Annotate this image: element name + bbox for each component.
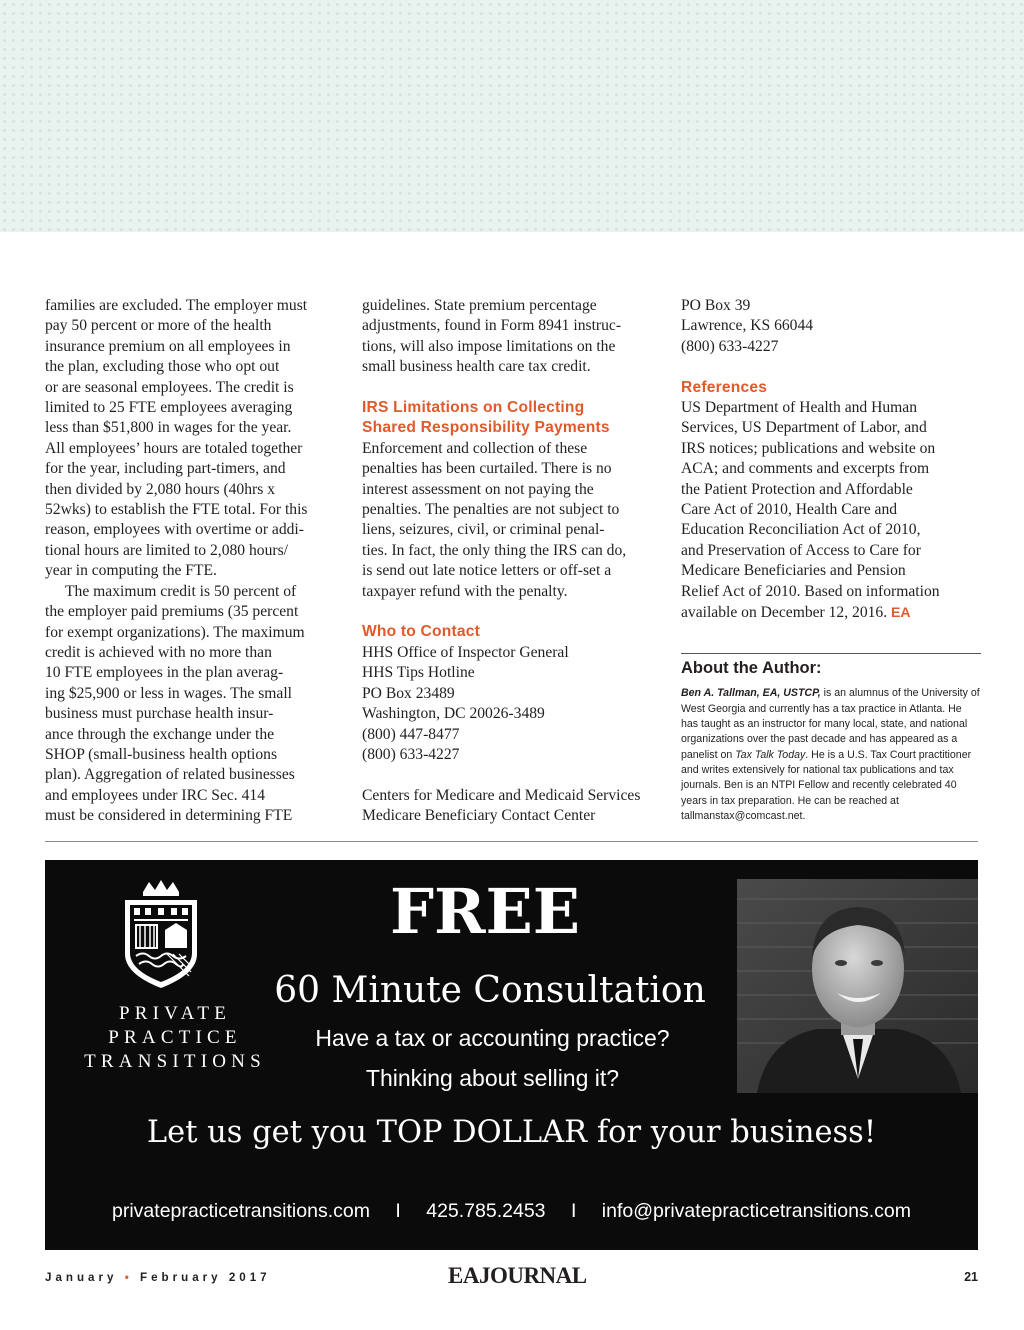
text-line-content: available on December 12, 2016. <box>681 604 888 622</box>
contact-line: Washington, DC 20026-3489 <box>362 705 545 723</box>
text-line: must be considered in determining FTE <box>45 807 293 825</box>
author-bio-text: is an alumnus of the University of West Georgia and currently has a tax practice in Atlanta. He has taught as an instructor for many local, state, and national organizations over the past decade and has appeared as a panelist on <box>681 687 980 761</box>
text-line: All employees’ hours are totaled together <box>45 439 303 457</box>
text-line: penalties. The penalties are not subject to <box>362 501 620 519</box>
contact-line: (800) 633-4227 <box>681 337 779 355</box>
text-line: then divided by 2,080 hours (40hrs x <box>45 480 275 498</box>
article-column-2 <box>362 296 662 827</box>
text-line: the plan, excluding those who opt out <box>45 358 280 376</box>
text-line: ties. In fact, the only thing the IRS can do, <box>362 541 627 559</box>
ad-question-2: Thinking about selling it? <box>365 1065 620 1091</box>
advertisement-banner[interactable] <box>45 860 978 1250</box>
contact-line: (800) 633-4227 <box>362 745 460 763</box>
text-line: for exempt organizations). The maximum <box>45 623 305 641</box>
text-line: credit is achieved with no more than <box>45 643 272 661</box>
brand-line: PRIVATE <box>118 1003 232 1024</box>
section-divider <box>45 841 978 842</box>
contact-line: HHS Tips Hotline <box>362 664 475 682</box>
text-line: families are excluded. The employer must <box>45 297 308 314</box>
text-line: the employer paid premiums (35 percent <box>45 603 299 621</box>
ea-end-mark: EA <box>891 604 911 621</box>
text-line: business must purchase health insur- <box>45 705 274 723</box>
author-divider <box>681 653 981 654</box>
text-line: the Patient Protection and Affordable <box>681 480 913 498</box>
text-line: tions, will also impose limitations on the <box>362 337 616 355</box>
article-column-3 <box>681 296 981 824</box>
contact-line: PO Box 39 <box>681 297 751 314</box>
contact-line: PO Box 23489 <box>362 684 455 702</box>
text-line: or are seasonal employees. The credit is <box>45 378 294 396</box>
text-line: interest assessment on not paying the <box>362 480 594 498</box>
contact-line: Lawrence, KS 66044 <box>681 317 814 335</box>
text-line: is send out late notice letters or off-set a <box>362 562 612 580</box>
text-line: and Preservation of Access to Care for <box>681 541 921 559</box>
text-line: ACA; and comments and excerpts from <box>681 460 930 478</box>
text-line: insurance premium on all employees in <box>45 337 291 355</box>
article-column-1 <box>45 296 343 827</box>
section-heading-who-to-contact: Who to Contact <box>362 623 480 641</box>
ad-email-link[interactable]: info@privatepracticetransitions.com <box>601 1200 911 1222</box>
section-heading-irs-limitations: Shared Responsibility Payments <box>362 419 610 437</box>
author-bio <box>681 686 981 824</box>
text-line: reason, employees with overtime or addi- <box>45 521 304 539</box>
text-line: plan). Aggregation of related businesses <box>45 766 295 784</box>
footer-month-2: February 2017 <box>140 1271 271 1284</box>
text-line: ance through the exchange under the <box>45 725 275 743</box>
crest-logo-icon <box>121 878 201 990</box>
text-line: Enforcement and collection of these <box>362 439 588 457</box>
text-line: The maximum credit is 50 percent of <box>65 582 297 600</box>
contact-separator: I <box>395 1200 401 1222</box>
text-line: and employees under IRC Sec. 414 <box>45 786 265 804</box>
text-line: Relief Act of 2010. Based on information <box>681 582 940 600</box>
ad-tagline: Let us get you TOP DOLLAR for your business! <box>146 1115 877 1150</box>
text-line: taxpayer refund with the penalty. <box>362 582 568 600</box>
text-line: liens, seizures, civil, or criminal penal- <box>362 521 605 539</box>
footer-month-1: January <box>45 1271 118 1284</box>
ad-question-1: Have a tax or accounting practice? <box>315 1025 670 1051</box>
ad-headline: FREE <box>389 875 581 948</box>
text-line: Services, US Department of Labor, and <box>681 419 927 437</box>
contact-line: (800) 447-8477 <box>362 725 460 743</box>
page-number: 21 <box>964 1270 978 1284</box>
text-line: ing $25,900 or less in wages. The small <box>45 684 293 702</box>
footer-issue-date <box>45 1271 271 1284</box>
ad-contact-row <box>45 1198 978 1224</box>
text-line: for the year, including part-timers, and <box>45 460 286 478</box>
author-show-title: Tax Talk Today <box>735 748 806 761</box>
contact-line: HHS Office of Inspector General <box>362 643 569 661</box>
ea-journal-logo: EAJOURNAL <box>448 1263 587 1288</box>
text-line: less than $51,800 in wages for the year. <box>45 419 292 437</box>
text-line: tional hours are limited to 2,080 hours/ <box>45 541 288 559</box>
text-line: penalties has been curtailed. There is no <box>362 460 612 478</box>
section-heading-irs-limitations: IRS Limitations on Collecting <box>362 399 585 417</box>
text-line: year in computing the FTE. <box>45 562 217 580</box>
brand-line: PRACTICE <box>108 1027 242 1048</box>
text-line: IRS notices; publications and website on <box>681 439 936 457</box>
bullet-icon: • <box>124 1271 133 1284</box>
ad-subheadline: 60 Minute Consultation <box>274 970 706 1011</box>
author-name: Ben A. Tallman, EA, USTCP, <box>681 687 821 700</box>
text-line: 52wks) to establish the FTE total. For this <box>45 501 308 519</box>
text-line: SHOP (small-business health options <box>45 745 278 763</box>
decorative-header-band <box>0 0 1024 232</box>
contact-line: Centers for Medicare and Medicaid Services <box>362 786 641 804</box>
text-line: US Department of Health and Human <box>681 399 918 417</box>
text-line: Education Reconciliation Act of 2010, <box>681 521 921 539</box>
text-line: adjustments, found in Form 8941 instruc- <box>362 317 622 335</box>
about-author-heading: About the Author: <box>681 659 822 678</box>
ad-website-link[interactable]: privatepracticetransitions.com <box>112 1200 370 1222</box>
text-line: small business health care tax credit. <box>362 358 591 376</box>
advertiser-portrait-photo <box>737 879 978 1093</box>
brand-line: TRANSITIONS <box>84 1051 266 1072</box>
text-line: pay 50 percent or more of the health <box>45 317 272 335</box>
text-line <box>681 602 981 623</box>
contact-separator: I <box>570 1200 577 1222</box>
author-bio-text: . He is a U.S. Tax Court practitioner and writes extensively for national tax publications and tax journals. Ben is an NTPI Fellow and recently celebrated 40 years in tax preparation. He can be reached at tallmanstax@comcast.net. <box>681 748 972 822</box>
text-line: limited to 25 FTE employees averaging <box>45 399 293 417</box>
text-line: Medicare Beneficiaries and Pension <box>681 562 906 580</box>
text-line: 10 FTE employees in the plan averag- <box>45 664 284 682</box>
contact-line: Medicare Beneficiary Contact Center <box>362 807 596 825</box>
section-heading-references: References <box>681 378 768 396</box>
ad-phone-link[interactable]: 425.785.2453 <box>426 1200 546 1222</box>
text-line: Care Act of 2010, Health Care and <box>681 501 898 519</box>
text-line: guidelines. State premium percentage <box>362 297 597 314</box>
